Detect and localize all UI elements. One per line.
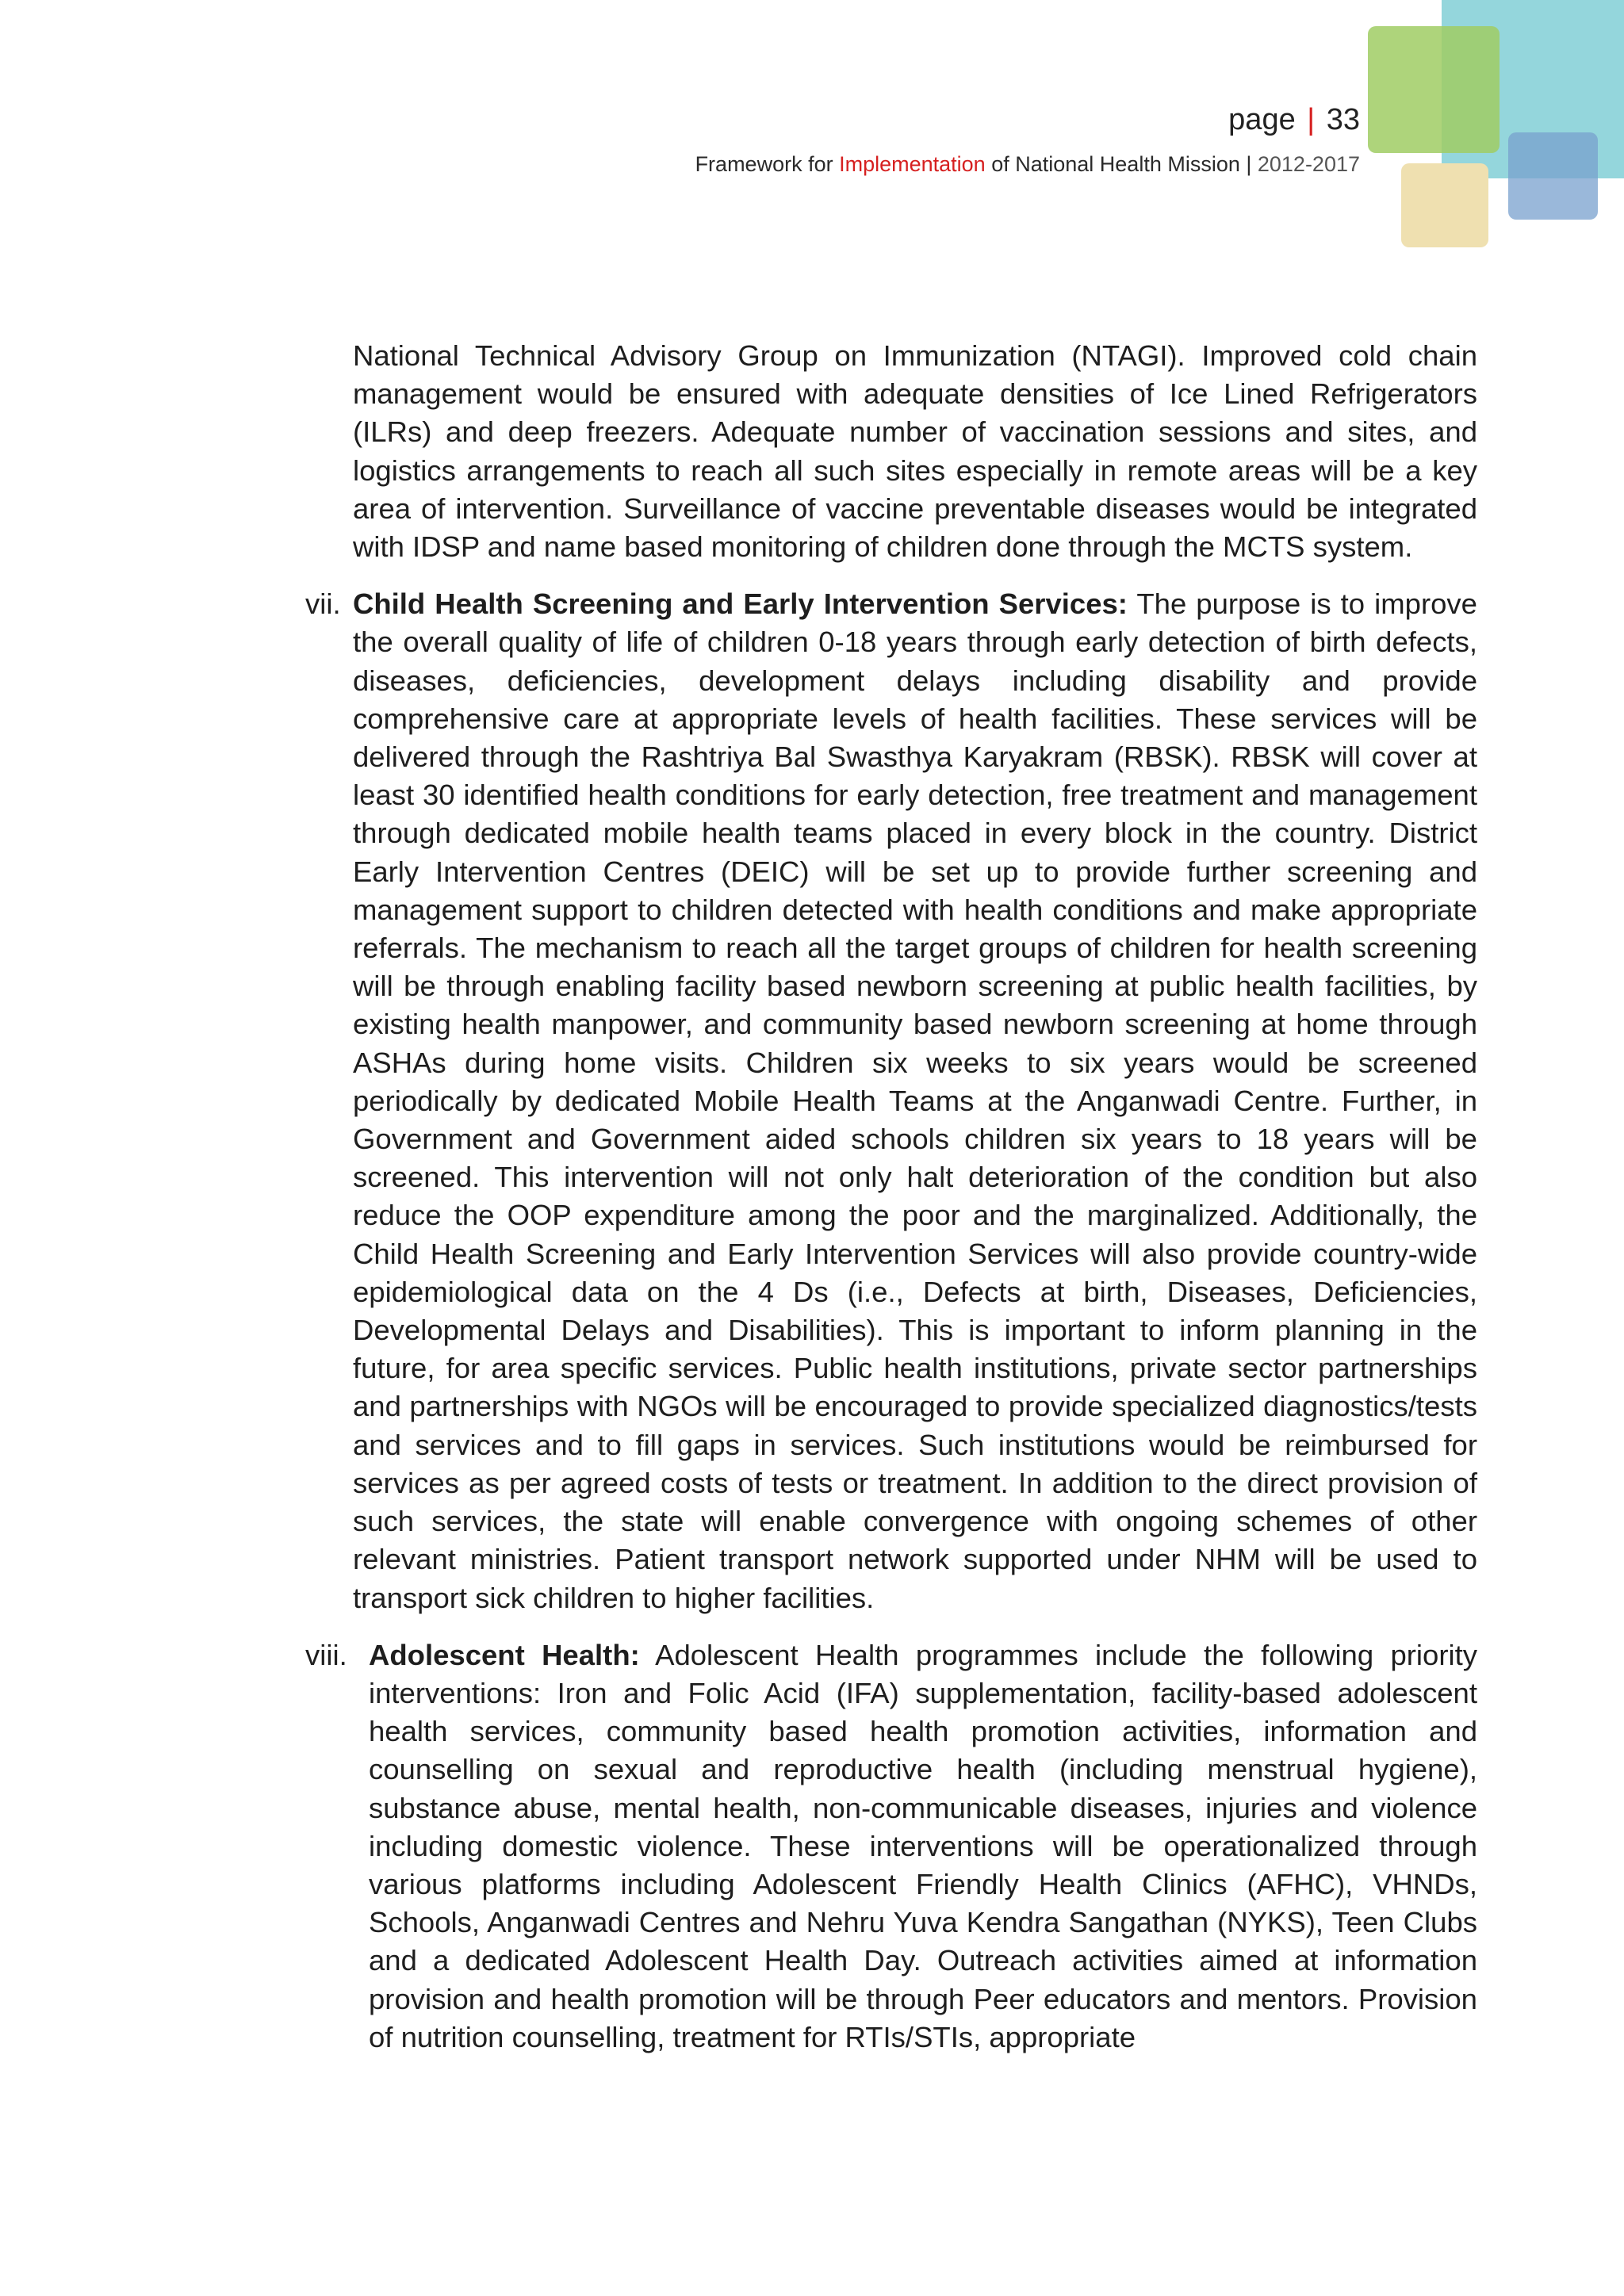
page-label: page <box>1228 103 1296 136</box>
decorative-square-blue <box>1508 132 1598 220</box>
list-item-text: The purpose is to improve the overall quality of life of children 0-18 years through early detection of birth defects, diseases, deficiencies, development delays including disability and provide comprehensive care at appropriate levels of health facilities. These services will be delivered through the Rashtriya Bal Swasthya Karyakram (RBSK). RBSK will cover at least 30 identified health conditions for early detection, free treatment and management through dedicated mobile health teams placed in every block in the country. District Early Intervention Centres (DEIC) will be set up to provide further screening and management support to children detected with health conditions and make appropriate referrals. The mechanism to reach all the target groups of children for health screening will be through enabling facility based newborn screening at public health facilities, by existing health manpower, and community based newborn screening at home through ASHAs during home visits. Children six weeks to six years would be screened periodically by dedicated Mobile Health Teams at the Anganwadi Centre. Further, in Government and Government aided schools children six years to 18 years will be screened. This intervention will not only halt deterioration of the condition but also reduce the OOP expenditure among the poor and the marginalized. Additionally, the Child Health Screening and Early Intervention Services will also provide country-wide epidemiological data on the 4 Ds (i.e., Defects at birth, Diseases, Deficiencies, Developmental Delays and Disabilities). This is important to inform planning in the future, for area specific services. Public health institutions, private sector partnerships and partnerships with NGOs will be encouraged to provide specialized diagnostics/tests and services and to fill gaps in services. Such institutions would be reimbursed for services as per agreed costs of tests or treatment. In addition to the direct provision of such services, the state will enable convergence with ongoing schemes of other relevant ministries. Patient transport network supported under NHM will be used to transport sick children to higher facilities. <box>353 587 1477 1614</box>
document-body <box>297 337 1477 2076</box>
list-item-text: Adolescent Health programmes include the following priority interventions: Iron and Folic Acid (IFA) supplementation, facility-based adolescent health services, community based health promotion activities, information and counselling on sexual and reproductive health (including menstrual hygiene), substance abuse, mental health, non-communicable diseases, injuries and violence including domestic violence. These interventions will be operationalized through various platforms including Adolescent Friendly Health Clinics (AFHC), VHNDs, Schools, Anganwadi Centres and Nehru Yuva Kendra Sangathan (NYKS), Teen Clubs and a dedicated Adolescent Health Day. Outreach activities aimed at information provision and health promotion will be through Peer educators and mentors. Provision of nutrition counselling, treatment for RTIs/STIs, appropriate <box>369 1638 1477 2053</box>
running-header <box>695 152 1360 177</box>
decorative-square-green <box>1368 26 1500 153</box>
list-item-body <box>353 585 1477 1617</box>
list-item-title: Child Health Screening and Early Intervention Services: <box>353 587 1128 621</box>
list-item-title: Adolescent Health: <box>369 1638 640 1671</box>
list-item-vii <box>297 585 1477 1617</box>
intro-paragraph: National Technical Advisory Group on Immunization (NTAGI). Improved cold chain management would be ensured with adequate densities of Ice Lined Refrigerators (ILRs) and deep freezers. Adequate number of vaccination sessions and sites, and logistics arrangements to reach all such sites especially in remote areas will be a key area of intervention. Surveillance of vaccine preventable diseases would be integrated with IDSP and name based monitoring of children done through the MCTS system. <box>353 339 1477 564</box>
framework-prefix: Framework for <box>695 152 840 176</box>
page-separator: | <box>1307 103 1316 136</box>
page-number: 33 <box>1326 103 1360 136</box>
framework-highlight: Implementation <box>839 152 986 176</box>
list-item-body <box>369 1636 1477 2057</box>
framework-separator: | <box>1246 152 1252 176</box>
framework-years: 2012-2017 <box>1251 152 1360 176</box>
decorative-square-yellow <box>1401 163 1488 247</box>
list-item-number: viii. <box>305 1638 347 1671</box>
framework-suffix: of National Health Mission <box>985 152 1247 176</box>
list-item-viii <box>297 1636 1477 2057</box>
list-item-number: vii. <box>305 587 341 621</box>
page-number-header <box>1228 103 1360 137</box>
